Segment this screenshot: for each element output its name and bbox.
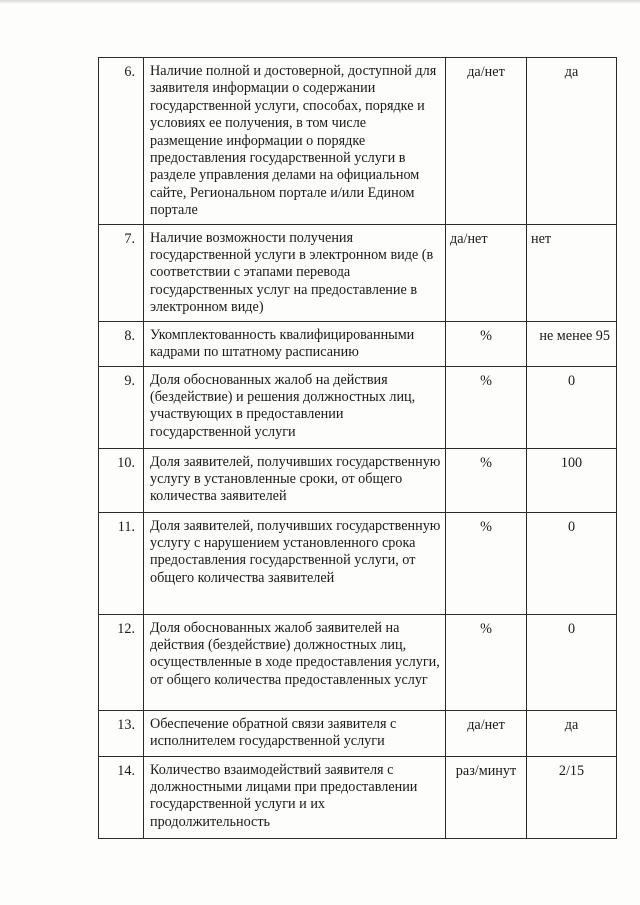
table-row <box>99 448 617 512</box>
unit-cell <box>446 614 527 710</box>
unit-text: % <box>480 327 492 344</box>
criterion-cell <box>144 58 446 225</box>
unit-cell <box>446 448 527 512</box>
criterion-cell <box>144 321 446 366</box>
value-text: 0 <box>567 518 576 535</box>
criterion-text: Наличие возможности получения государственной услуги в электронном виде (в соответствии с этапами перевода государственных услуг на предоставление в электронном виде) <box>150 229 434 316</box>
unit-text: да/нет <box>467 64 505 80</box>
row-number-cell <box>99 756 144 838</box>
value-text: да <box>564 64 579 80</box>
criterion-text: Обеспечение обратной связи заявителя с исполнителем государственной услуги <box>150 715 397 749</box>
criterion-cell <box>144 366 446 448</box>
value-cell <box>527 366 617 448</box>
value-cell <box>527 321 617 366</box>
criterion-cell <box>144 512 446 614</box>
row-number-cell <box>99 366 144 448</box>
row-number-cell <box>99 448 144 512</box>
unit-text: да/нет <box>450 230 488 247</box>
value-text: 100 <box>560 454 583 471</box>
unit-text: % <box>480 454 492 471</box>
criterion-text: Количество взаимодействий заявителя с должностными лицами при предоставлении государственной услуги и их продолжительность <box>150 761 418 830</box>
table-row <box>99 321 617 366</box>
row-number: 10. <box>117 454 135 471</box>
row-number: 13. <box>117 716 135 733</box>
unit-cell <box>446 710 527 756</box>
row-number-cell <box>99 58 144 225</box>
unit-cell <box>446 756 527 838</box>
value-text: 0 <box>567 620 576 637</box>
criterion-text: Доля заявителей, получивших государственную услугу с нарушением установленного срока предоставления государственной услуги, от общего количества заявителей <box>150 517 441 586</box>
criteria-table <box>98 57 617 839</box>
table-row <box>99 710 617 756</box>
row-number-cell <box>99 710 144 756</box>
value-cell <box>527 448 617 512</box>
unit-cell <box>446 321 527 366</box>
value-text: не менее 95 <box>539 327 610 344</box>
criterion-cell <box>144 614 446 710</box>
value-text: 2/15 <box>558 762 585 779</box>
row-number: 6. <box>124 64 135 80</box>
value-cell <box>527 58 617 225</box>
row-number-cell <box>99 321 144 366</box>
unit-text: % <box>480 620 492 637</box>
table-row <box>99 614 617 710</box>
unit-text: % <box>480 518 492 535</box>
unit-text: % <box>480 372 492 389</box>
criterion-cell <box>144 710 446 756</box>
value-cell <box>527 756 617 838</box>
table-row <box>99 756 617 838</box>
value-text: 0 <box>567 372 576 389</box>
unit-text: раз/минут <box>455 762 517 779</box>
value-cell <box>527 614 617 710</box>
unit-cell <box>446 512 527 614</box>
row-number-cell <box>99 614 144 710</box>
table-row <box>99 366 617 448</box>
criterion-text: Доля обоснованных жалоб заявителей на действия (бездействие) должностных лиц, осуществленные в ходе предоставления услуги, от общего количества предоставленных услуг <box>150 619 440 688</box>
table-row <box>99 224 617 321</box>
row-number: 14. <box>117 762 135 779</box>
row-number-cell <box>99 224 144 321</box>
value-cell <box>527 224 617 321</box>
row-number-cell <box>99 512 144 614</box>
row-number: 8. <box>124 327 135 344</box>
unit-text: да/нет <box>467 716 505 733</box>
criterion-text: Наличие полной и достоверной, доступной для заявителя информации о содержании государственной услуги, способах, порядке и условиях ее получения, в том числе размещение информации о порядке предоставления государственной услуги в разделе управления делами на официальном сайте, Региональном портале и/или Едином портале <box>150 63 437 219</box>
table-row <box>99 512 617 614</box>
criterion-text: Доля обоснованных жалоб на действия (бездействие) и решения должностных лиц, участвующих в предоставлении государственной услуги <box>150 371 416 440</box>
criterion-text: Доля заявителей, получивших государственную услугу в установленные сроки, от общего количества заявителей <box>150 453 441 505</box>
value-text: нет <box>531 230 552 247</box>
row-number: 9. <box>124 372 135 389</box>
unit-cell <box>446 58 527 225</box>
criterion-cell <box>144 224 446 321</box>
criterion-cell <box>144 448 446 512</box>
row-number: 7. <box>124 230 135 247</box>
criterion-cell <box>144 756 446 838</box>
row-number: 11. <box>117 518 135 535</box>
value-cell <box>527 512 617 614</box>
criterion-text: Укомплектованность квалифицированными кадрами по штатному расписанию <box>150 326 415 361</box>
row-number: 12. <box>117 620 135 637</box>
value-text: да <box>564 716 579 733</box>
value-cell <box>527 710 617 756</box>
page-top-edge <box>0 0 640 4</box>
unit-cell <box>446 224 527 321</box>
unit-cell <box>446 366 527 448</box>
table-row <box>99 58 617 225</box>
